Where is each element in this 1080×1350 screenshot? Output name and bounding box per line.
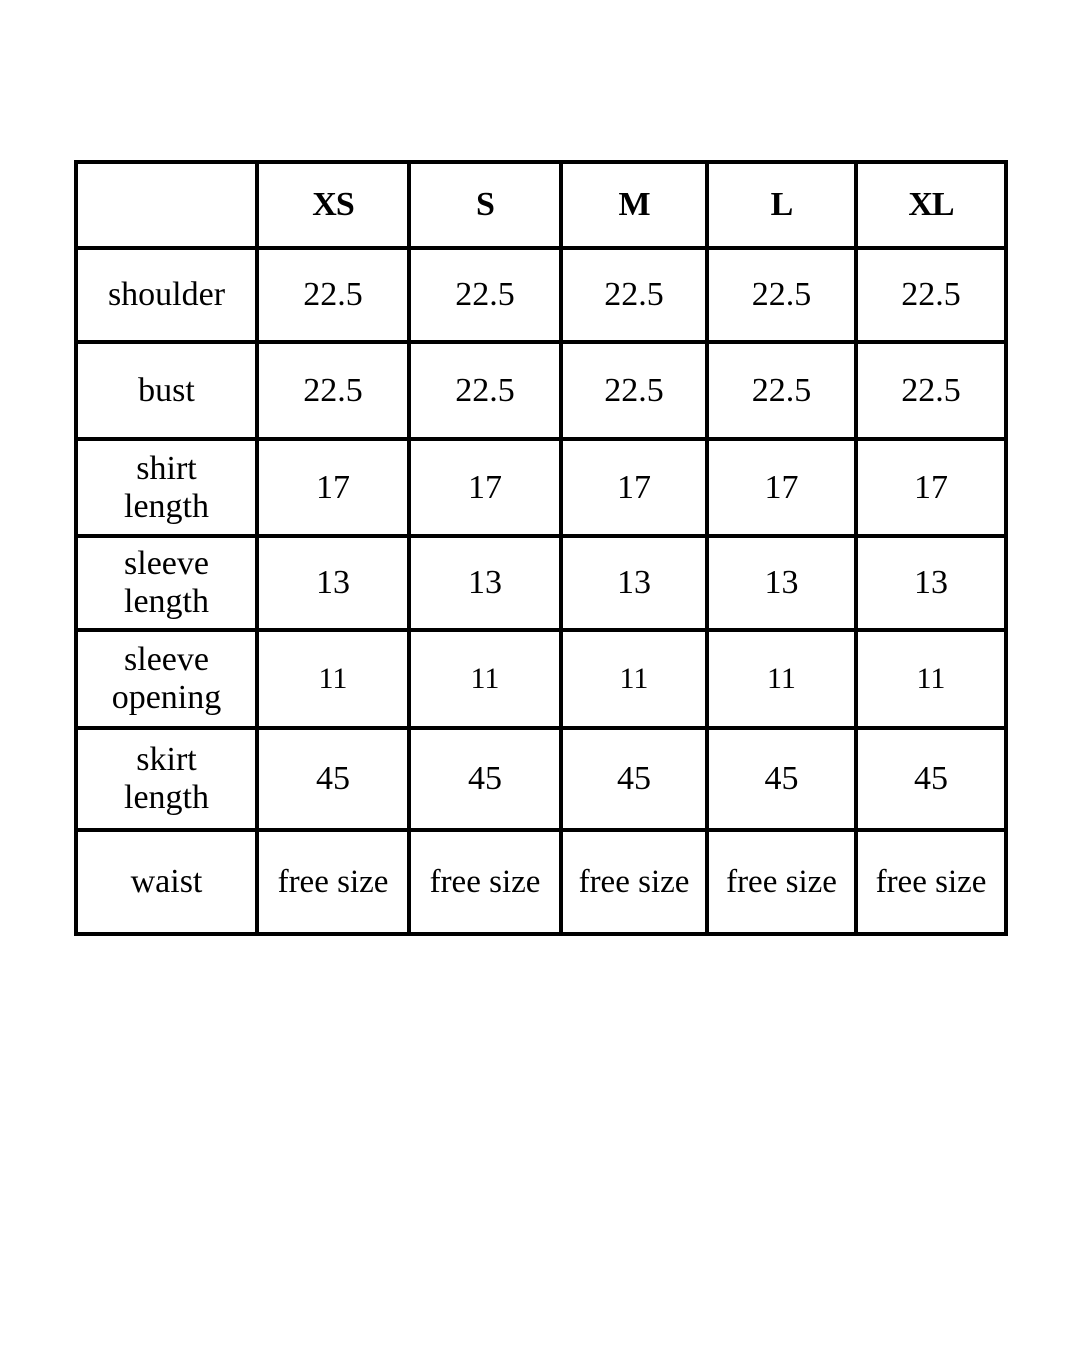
table-cell: 17: [257, 439, 409, 536]
table-row-bust: [76, 342, 1006, 439]
table-cell: 22.5: [707, 248, 856, 342]
table-cell: 11: [409, 630, 561, 728]
table-cell: 11: [707, 630, 856, 728]
table-cell: free size: [409, 830, 561, 934]
table-cell: 11: [856, 630, 1006, 728]
table-cell: 45: [856, 728, 1006, 830]
table-cell: 45: [561, 728, 707, 830]
header-size-s: S: [409, 162, 561, 248]
table-row-waist: [76, 830, 1006, 934]
table-cell: 17: [856, 439, 1006, 536]
table-cell: 22.5: [257, 342, 409, 439]
table-cell: free size: [257, 830, 409, 934]
table-cell: 13: [257, 536, 409, 630]
table-cell: 22.5: [856, 342, 1006, 439]
table-cell: 22.5: [707, 342, 856, 439]
table-cell: 13: [409, 536, 561, 630]
row-label: sleeve length: [76, 536, 257, 630]
table-row-skirt-length: [76, 728, 1006, 830]
table-cell: 22.5: [409, 248, 561, 342]
table-cell: free size: [856, 830, 1006, 934]
table-cell: free size: [561, 830, 707, 934]
table-row-shoulder: [76, 248, 1006, 342]
table-row-sleeve-length: [76, 536, 1006, 630]
table-cell: 13: [856, 536, 1006, 630]
table-cell: 22.5: [561, 248, 707, 342]
table-cell: 11: [257, 630, 409, 728]
table-cell: 17: [409, 439, 561, 536]
table-cell: 22.5: [257, 248, 409, 342]
header-size-xs: XS: [257, 162, 409, 248]
table-row-shirt-length: [76, 439, 1006, 536]
table-cell: 13: [707, 536, 856, 630]
header-size-m: M: [561, 162, 707, 248]
row-label: bust: [76, 342, 257, 439]
row-label: shirt length: [76, 439, 257, 536]
row-label: sleeve opening: [76, 630, 257, 728]
header-size-l: L: [707, 162, 856, 248]
table-cell: 22.5: [856, 248, 1006, 342]
table-cell: 13: [561, 536, 707, 630]
table-cell: 17: [561, 439, 707, 536]
row-label: waist: [76, 830, 257, 934]
size-chart-table: [74, 160, 1008, 936]
table-row-sleeve-opening: [76, 630, 1006, 728]
header-row: [76, 162, 1006, 248]
table-cell: 22.5: [561, 342, 707, 439]
header-corner-cell: [76, 162, 257, 248]
table-cell: 17: [707, 439, 856, 536]
row-label: skirt length: [76, 728, 257, 830]
table-cell: 45: [257, 728, 409, 830]
row-label: shoulder: [76, 248, 257, 342]
table-cell: free size: [707, 830, 856, 934]
table-cell: 45: [409, 728, 561, 830]
table-cell: 22.5: [409, 342, 561, 439]
table-cell: 45: [707, 728, 856, 830]
header-size-xl: XL: [856, 162, 1006, 248]
table-cell: 11: [561, 630, 707, 728]
